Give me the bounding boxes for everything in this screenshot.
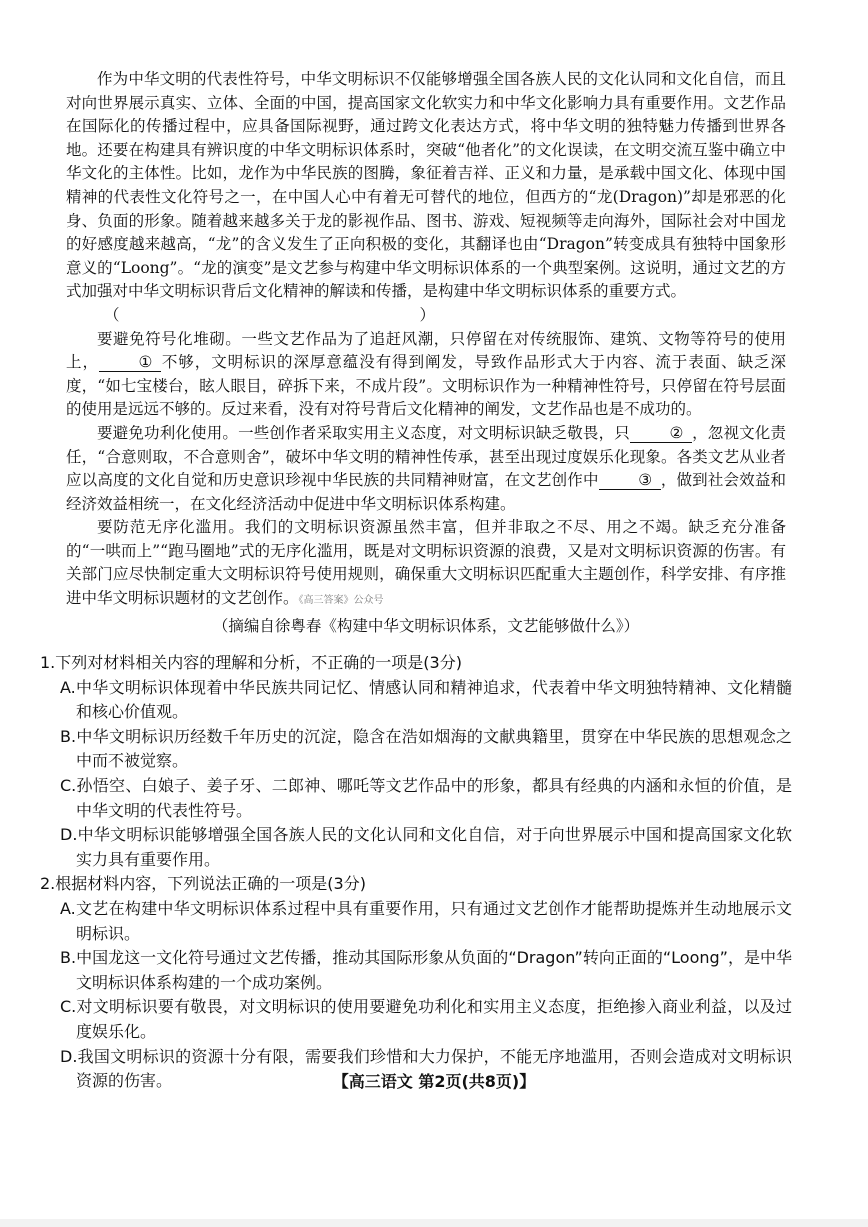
option-c: C.孙悟空、白娘子、姜子牙、二郎神、哪吒等文艺作品中的形象，都具有经典的内涵和永恒的价值，是中华文明的代表性符号。 <box>60 775 792 820</box>
fill-blank-2: ② <box>630 424 692 443</box>
option-b: B.中国龙这一文化符号通过文艺传播，推动其国际形象从负面的“Dragon”转向正面的“Loong”，是中华文明标识体系构建的一个成功案例。 <box>60 948 792 992</box>
blank-heading <box>66 304 786 328</box>
paragraph-4: 要防范无序化滥用。我们的文明标识资源虽然丰富，但并非取之不尽、用之不竭。缺乏充分准备的“一哄而上”“跑马圈地”式的无序化滥用，既是对文明标识资源的浪费，又是对文明标识资源的伤害。有关部门应尽快制定重大文明标识符号使用规则，确保重大文明标识匹配重大主题创作，科学安排、有序推进中华文明标识题材的文艺创作。《高三答案》公众号 <box>66 518 786 608</box>
option-a: A.文艺在构建中华文明标识体系过程中具有重要作用，只有通过文艺创作才能帮助提炼并生动地展示文明标识。 <box>60 898 792 943</box>
fill-blank-1: ① <box>99 353 161 372</box>
option-d: D.中华文明标识能够增强全国各族人民的文化认同和文化自信，对于向世界展示中国和提高国家文化软实力具有重要作用。 <box>60 825 792 869</box>
option-a: A.中华文明标识体现着中华民族共同记忆、情感认同和精神追求，代表着中华文明独特精神、文化精髓和核心价值观。 <box>60 677 792 722</box>
page-footer: 【高三语文 第2页(共8页)】 <box>332 1072 536 1091</box>
question-list <box>40 651 792 1094</box>
option-b: B.中华文明标识历经数千年历史的沉淀，隐含在浩如烟海的文献典籍里，贯穿在中华民族的思想观念之中而不被觉察。 <box>60 726 792 771</box>
paragraph-1: 作为中华文明的代表性符号，中华文明标识不仅能够增强全国各族人民的文化认同和文化自信，而且对向世界展示真实、立体、全面的中国，提高国家文化软实力和中华文化影响力具有重要作用。文艺作品在国际化的传播过程中，应具备国际视野，通过跨文化表达方式，将中华文明的独特魅力传播到世界各地。还要在构建具有辨识度的中华文明标识体系时，突破“他者化”的文化误读，在文明交流互鉴中确立中华文化的主体性。比如，龙作为中华民族的图腾，象征着吉祥、正义和力量，是承载中国文化、体现中国精神的代表性文化符号之一，在中国人心中有着无可替代的地位，但西方的“龙(Dragon)”却是邪恶的化身、负面的形象。随着越来越多关于龙的影视作品、图书、游戏、短视频等走向海外，国际社会对中国龙的好感度越来越高，“龙”的含义发生了正向积极的变化，其翻译也由“Dragon”转变成具有独特中国象形意义的“Loong”。“龙的演变”是文艺参与构建中华文明标识体系的一个典型案例。这说明，通过文艺的方式加强对中华文明标识背后文化精神的解读和传播，是构建中华文明标识体系的重要方式。 <box>66 70 786 301</box>
reading-passage <box>66 68 786 638</box>
source-citation: （摘编自徐粤春《构建中华文明标识体系，文艺能够做什么》） <box>212 616 640 635</box>
paragraph-3: 要避免功利化使用。一些创作者采取实用主义态度，对文明标识缺乏敬畏，只 ② ，忽视文化责任，“合意则取，不合意则舍”，破坏中华文明的精神性传承，甚至出现过度娱乐化现象。各类文艺从业者应以高度的文化自觉和历史意识珍视中华民族的共同精神财富，在文艺创作中 ③ ，做到社会效益和经济效益相统一，在文化经济活动中促进中华文明标识体系构建。 <box>66 423 786 513</box>
option-c: C.对文明标识要有敬畏，对文明标识的使用要避免功利化和实用主义态度，拒绝掺入商业利益，以及过度娱乐化。 <box>60 997 792 1041</box>
question-stem: 1.下列对材料相关内容的理解和分析，不正确的一项是(3分) <box>40 653 462 672</box>
fill-blank-3: ③ <box>599 471 661 490</box>
paragraph-2: 要避免符号化堆砌。一些文艺作品为了追赶风潮，只停留在对传统服饰、建筑、文物等符号的使用上， ① 不够，文明标识的深厚意蕴没有得到阐发，导致作品形式大于内容、流于表面、缺乏深度，“如七宝楼台，眩人眼目，碎拆下来，不成片段”。文明标识作为一种精神性符号，只停留在符号层面的使用是远远不够的。反过来看，没有对符号背后文化精神的阐发，文艺作品也是不成功的。 <box>66 329 786 419</box>
bottom-edge <box>0 1219 868 1227</box>
question-1 <box>40 651 792 872</box>
blank-close: ） <box>419 305 436 324</box>
blank-open: （ <box>104 305 120 324</box>
watermark-text: 《高三答案》公众号 <box>298 595 384 607</box>
question-stem: 2.根据材料内容，下列说法正确的一项是(3分) <box>40 874 366 894</box>
question-2 <box>40 872 792 1093</box>
option-d: D.我国文明标识的资源十分有限，需要我们珍惜和大力保护，不能无序地滥用，否则会造成对文明标识资源的伤害。 <box>60 1046 792 1091</box>
